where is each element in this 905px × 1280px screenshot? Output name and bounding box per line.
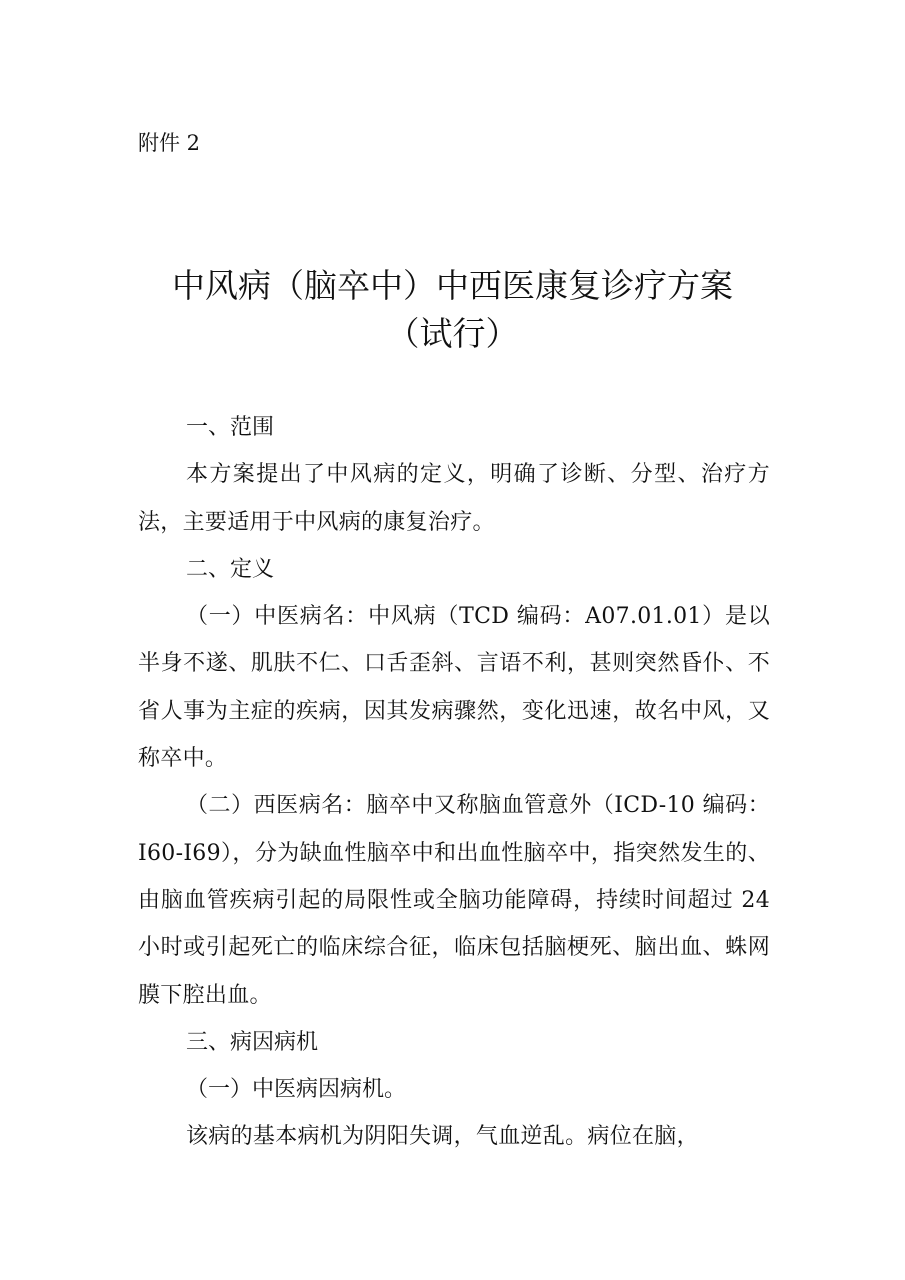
document-body	[138, 404, 770, 1161]
subsection-heading-tcm-etiology: （一）中医病因病机。	[186, 1077, 407, 1103]
section-heading-etiology: 三、病因病机	[186, 1029, 319, 1055]
section-heading-definition: 二、定义	[186, 556, 275, 582]
attachment-label: 附件 2	[138, 131, 201, 155]
paragraph-scope: 本方案提出了中风病的定义，明确了诊断、分型、治疗方法，主要适用于中风病的康复治疗。	[138, 462, 770, 535]
paragraph-tcm-definition: （一）中医病名：中风病（TCD 编码：A07.01.01）是以半身不遂、肌肤不仁、口舌歪斜、言语不利，甚则突然昏仆、不省人事为主症的疾病，因其发病骤然，变化迅速，故名中风，又称卒中。	[138, 604, 770, 772]
paragraph-pathogenesis: 该病的基本病机为阴阳失调，气血逆乱。病位在脑，	[186, 1124, 699, 1150]
section-heading-scope: 一、范围	[186, 415, 275, 440]
document-title-subtitle: （试行）	[386, 314, 519, 353]
paragraph-western-definition: （二）西医病名：脑卒中又称脑血管意外（ICD-10 编码：I60-I69），分为缺血性脑卒中和出血性脑卒中，指突然发生的、由脑血管疾病引起的局限性或全脑功能障碍，持续时间超过 24 小时或引起死亡的临床综合征，临床包括脑梗死、脑出血、蛛网膜下腔出血。	[138, 793, 770, 1008]
document-title: 中风病（脑卒中）中西医康复诊疗方案	[172, 266, 733, 305]
